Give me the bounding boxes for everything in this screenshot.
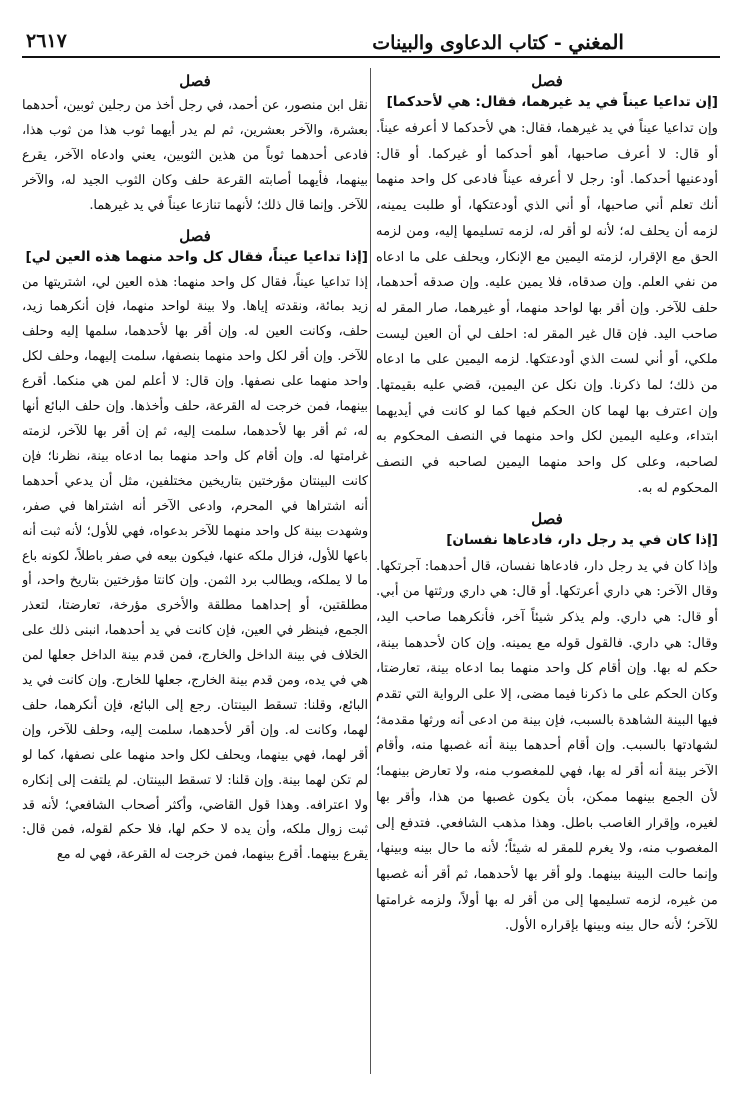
section-heading: فصل [179, 72, 211, 90]
section-body: وإن تداعيا عيناً في يد غيرهما، فقال: هي لأحدكما لا أعرفه عيناً. أو قال: لا أعرف صاحبها، أهو أحدكما أو غيركما. أو قال: أودعنيها أحدكما. أو: رجل لا أعرفه عيناً فادعى كل واحد منهما أنك تعلم أني صاحبها، أو أني الذي أودعتكها، أو طلبت يمينه، لزمه أن يحلف له؛ لأنه لو أقر له، لزمه تسليمها إليه، ومن لزمه الحق مع الإقرار، لزمته اليمين مع الإنكار، ويحلف على ما ادعاه من نفي العلم. وإن صدقاه، فلا يمين عليه. وإن صدقه أحدهما، حلف للآخر. وإن أقر بها لواحد منهما، أو غيرهما، صار المقر له صاحب اليد. فإن قال غير المقر له: احلف لي أن العين ليست ملكي، أو أني لست الذي أودعتكها. لزمه اليمين على ما ادعاه من ذلك؛ لما ذكرنا. وإن نكل عن اليمين، قضي عليه بقيمتها. وإن اعترف بها لهما كان الحكم فيها كما لو كانت في أيديهما ابتداء، وعليه اليمين لكل واحد منهما في النصف المحكوم به لصاحبه، وعلى كل واحد منهما اليمين لصاحبه في النصف المحكوم له به. [376, 121, 718, 496]
section-heading: فصل [531, 509, 563, 528]
column-divider [370, 68, 371, 1074]
right-column [376, 64, 718, 1082]
section-heading: فصل [179, 226, 211, 245]
page-number: ٢٦١٧ [26, 30, 67, 52]
section-body: نقل ابن منصور، عن أحمد، في رجل أخذ من رجلين ثوبين، أحدهما بعشرة، والآخر بعشرين، ثم لم يدر أيهما ثوب هذا من ثوب هذا، فادعى أحدهما ثوباً من هذين الثوبين، يعني وادعاه الآخر، يقرع بينهما، فأيهما أصابته القرعة حلف وكان الثوب الجيد له، والآخر للآخر. وإنما قال ذلك؛ لأنهما تنازعا عيناً في يد غيرهما. [22, 98, 368, 213]
section-title: [إن تداعيا عيناً في يد غيرهما، فقال: هي لأحدكما] [386, 94, 718, 110]
header-title [372, 30, 624, 54]
chapter-title: - كتاب الدعاوى والبينات [372, 32, 562, 54]
section-title: [إذا تداعيا عيناً، فقال كل واحد منهما هذه العين لي] [25, 248, 368, 265]
left-column [22, 64, 368, 1082]
section-body: وإذا كان في يد رجل دار، فادعاها نفسان، قال أحدهما: آجرتكها. وقال الآخر: هي داري أعرتكها. أو قال: هي داري ورثتها من أبي. أو قال: هي داري. ولم يذكر شيئاً آخر، فأنكرهما صاحب اليد، وقال: هي داري. فالقول قوله مع يمينه. وإن كان لأحدهما بينة، حكم له بها. وإن أقام كل واحد منهما بما ادعاه بينة، تعارضتا، وكان الحكم على ما ذكرنا فيما مضى، إلا على الرواية التي تقدم فيها البينة الشاهدة بالسبب، فإن بينة من ادعى أنه ورثها مقدمة؛ لشهادتها بالسبب. وإن أقام أحدهما بينة أنه غصبها منه، وأقام الآخر بينة أنه أقر له بها، فهي للمغصوب منه، ولا تعارض بينهما؛ لأن الجمع بينهما ممكن، بأن يكون غصبها من هذا، وأقر بها لغيره، وإقرار الغاصب باطل. وهذا مذهب الشافعي. فتدفع إلى المغصوب منه، ولا يغرم للمقر له شيئاً؛ لأنه ما حال بينه وبينها، وإنما حالت البينة بينهما. ولو أقر بها لأحدهما، ثم أقر أنه غصبها من غيره، لزمه تسليمها إلى من أقر له بها أولاً، ولزمه غرامتها للآخر؛ لأنه حال بينه وبينها بإقراره الأول. [376, 558, 718, 934]
section-body: إذا تداعيا عيناً، فقال كل واحد منهما: هذه العين لي، اشتريتها من زيد بمائة، ونقدته إياها. ولا بينة لواحد منهما، فإن أنكرهما زيد، حلف، وكانت العين له. وإن أقر بها لأحدهما، سلمها إليه وحلف للآخر. وإن أقر لكل واحد منهما بنصفها، سلمت إليهما، وحلف لكل واحد منهما على نصفها. وإن قال: لا أعلم لمن هي منكما. أقرع بينهما، فمن خرجت له القرعة، حلف وأخذها. وإن حلف البائع أنها له، ثم أقر بها لأحدهما، سلمت إليه، ثم إن أقر بها للآخر، لزمته غرامتها له. وإن أقام كل واحد منهما بما ادعاه بينة، نظرنا؛ فإن كانت البينتان مؤرختين بتاريخين مختلفين، مثل أن يدعي أحدهما أنه اشتراها في المحرم، وادعى الآخر أنه اشتراها في صفر، وشهدت بينة كل واحد منهما للآخر بدعواه، فهي للأول؛ لأنه ثبت أنه باعها للأول، فزال ملكه عنها، فيكون بيعه في صفر باطلاً، لكونه باع ما لا يملكه، ويطالب برد الثمن. وإن كانتا مؤرختين بتاريخ واحد، أو مطلقتين، أو إحداهما مطلقة والأخرى مؤرخة، تعارضتا، لتعذر الجمع، فينظر في العين، فإن كانت في يد أحدهما، انبنى ذلك على الخلاف في بينة الداخل والخارج، فمن قدم بينة الداخل جعلها لمن هي في يده، ومن قدم بينة الخارج، جعلها للخارج. وإن كانت في يد البائع، وقلنا: تسقط البينتان. رجع إلى البائع، فإن أنكرهما، حلف لهما، وكانت له. وإن أقر لأحدهما، سلمت إليه، وحلف للآخر، وإن أقر لهما، فهي بينهما، ويحلف لكل واحد منهما على نصفها، كما لو لم تكن لهما بينة. وإن قلنا: لا تسقط البينتان. لم يلتفت إلى إنكاره ولا اعترافه. وهذا قول القاضي، وأكثر أصحاب الشافعي؛ لأنه قد ثبت زوال ملكه، وأن يده لا حكم لها، فلا حكم لقوله، فمن قال: يقرع بينهما. أقرع بينهما، فمن خرجت له القرعة، فهي له مع [22, 274, 368, 863]
section-heading: فصل [531, 72, 563, 90]
section-title: [إذا كان في يد رجل دار، فادعاها نفسان] [446, 531, 718, 548]
book-title: المغني [568, 30, 624, 54]
running-header [22, 28, 720, 58]
